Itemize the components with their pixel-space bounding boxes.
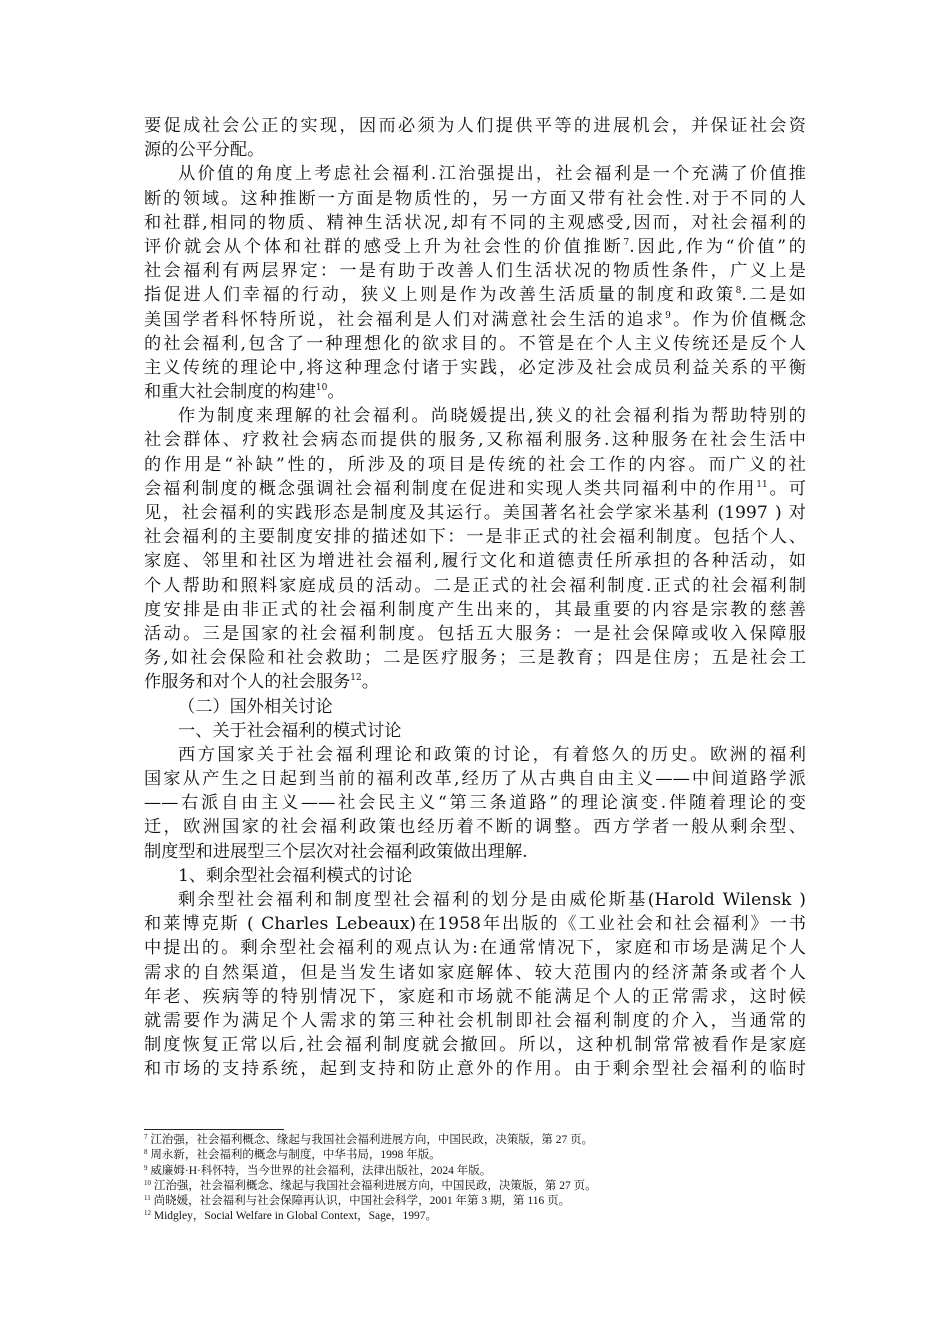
footnote: [144, 1179, 806, 1194]
footnote: [144, 1164, 806, 1179]
text-line: 国家从产生之日起到当前的福利改革,经历了从古典自由主义——中间道路学派: [144, 769, 806, 790]
footnote-ref[interactable]: 9: [665, 310, 671, 321]
text-line: 活动。三是国家的社会福利制度。包括五大服务：一是社会保障或收入保障服: [144, 623, 806, 644]
text-line: 中提出的。剩余型社会福利的观点认为:在通常情况下，家庭和市场是满足个人: [144, 938, 806, 959]
text-line: 制度恢复正常以后,社会福利制度就会撤回。所以，这种机制常常被看作是家庭: [144, 1035, 806, 1056]
text-line: 和市场的支持系统，起到支持和防止意外的作用。由于剩余型社会福利的临时: [144, 1059, 806, 1080]
text-line: 和社群,相同的物质、精神生活状况,却有不同的主观感受,因而，对社会福利的: [144, 212, 806, 233]
text-line: 个人帮助和照料家庭成员的活动。二是正式的社会福利制度.正式的社会福利制: [144, 575, 806, 596]
footnote: [144, 1209, 806, 1224]
footnote-number: 9: [144, 1163, 148, 1172]
footnote: [144, 1194, 806, 1209]
footnote-ref[interactable]: 7: [623, 237, 630, 248]
text-line: 作为制度来理解的社会福利。尚晓媛提出,狭义的社会福利指为帮助特别的: [178, 406, 806, 427]
text-line: 断的领域。这种推断一方面是物质性的，另一方面又带有社会性.对于不同的人: [144, 188, 806, 209]
text-line: 社会福利的主要制度安排的描述如下：一是非正式的社会福利制度。包括个人、: [144, 527, 806, 548]
text-line: 务,如社会保险和社会救助；二是医疗服务；三是教育；四是住房；五是社会工: [144, 648, 806, 669]
footnote-text: Midgley，Social Welfare in Global Context，Sage，1997。: [153, 1210, 437, 1223]
text-line: 就需要作为满足个人需求的第三种社会机制即社会福利制度的介入，当通常的: [144, 1010, 806, 1031]
text-line: 见，社会福利的实践形态是制度及其运行。美国著名社会学家米基利 (1997 ) 对: [144, 503, 806, 523]
text-line: 主义传统的理论中,将这种理念付诸于实践，必定涉及社会成员利益关系的平衡: [144, 357, 806, 378]
footnote-text: 江治强，社会福利概念、缘起与我国社会福利进展方向，中国民政，决策版，第 27 页。: [153, 1179, 597, 1192]
text-line: 作服务和对个人的社会服务$^{12}$。: [144, 672, 379, 693]
footnote-text: 威廉姆·H·科怀特，当今世界的社会福利，法律出版社，2024 年版。: [150, 1164, 492, 1177]
text-line: 美国学者科怀特所说，社会福利是人们对满意社会生活的追求$^9$。作为价值概念: [144, 309, 806, 330]
footnote-number: 10: [144, 1178, 151, 1187]
text-line: ——右派自由主义——社会民主义“第三条道路”的理论演变.伴随着理论的变: [144, 793, 806, 814]
text-line: 社会群体、疗救社会病态而提供的服务,又称福利服务.这种服务在社会生活中: [144, 430, 806, 451]
footnote-text: 周永新，社会福利的概念与制度，中华书局，1998 年版。: [150, 1149, 441, 1162]
footnote-number: 7: [144, 1133, 148, 1141]
text-line: 社会福利有两层界定：一是有助于改善人们生活状况的物质性条件，广义上是: [144, 261, 806, 282]
text-line: （二）国外相关讨论: [178, 696, 333, 717]
text-line: 度安排是由非正式的社会福利制度产生出来的，其最重要的内容是宗教的慈善: [144, 599, 806, 620]
text-line: 的社会福利,包含了一种理想化的欲求目的。不管是在个人主义传统还是反个人: [144, 333, 806, 354]
text-line: 西方国家关于社会福利理论和政策的讨论，有着悠久的历史。欧洲的福利: [178, 744, 806, 765]
text-line: 剩余型社会福利和制度型社会福利的划分是由威伦斯基(Harold Wilensk ): [178, 890, 806, 910]
footnotes: [144, 1133, 806, 1225]
text-line: 迁，欧洲国家的社会福利政策也经历着不断的调整。西方学者一般从剩余型、: [144, 817, 806, 838]
text-line: 和重大社会制度的构建$^{10}$。: [144, 382, 345, 403]
footnote-text: 江治强，社会福利概念、缘起与我国社会福利进展方向，中国民政，决策版，第 27 页。: [150, 1134, 594, 1146]
text-line: 和莱博克斯 ( Charles Lebeaux)在1958年出版的《工业社会和社会福利》一书: [144, 914, 806, 935]
footnote-number: 8: [144, 1148, 148, 1157]
text-line: 评价就会从个体和社群的感受上升为社会性的价值推断$^7$.因此,作为“价值”的: [144, 236, 806, 257]
text-line: 源的公平分配。: [144, 140, 265, 161]
text-line: 1、剩余型社会福利模式的讨论: [178, 865, 413, 886]
footnote-ref[interactable]: 11: [756, 479, 768, 490]
text-line: 家庭、邻里和社区为增进社会福利,履行文化和道德责任所承担的各种活动，如: [144, 551, 806, 572]
text-line: 要促成社会公正的实现，因而必须为人们提供平等的进展机会，并保证社会资: [144, 116, 806, 136]
text-line: 年老、疾病等的特别情况下，家庭和市场就不能满足个人的正常需求，这时候: [144, 986, 806, 1007]
text-line: 一、关于社会福利的模式讨论: [178, 720, 402, 741]
text-line: 需求的自然渠道，但是当发生诸如家庭解体、较大范围内的经济萧条或者个人: [144, 962, 806, 983]
text-line: 的作用是“补缺”性的，所涉及的项目是传统的社会工作的内容。而广义的社: [144, 454, 806, 475]
footnote: [144, 1148, 806, 1163]
footnote-ref[interactable]: 10: [315, 383, 328, 394]
footnote: [144, 1133, 806, 1148]
footnote-ref[interactable]: 8: [735, 286, 742, 297]
text-line: 制度型和进展型三个层次对社会福利政策做出理解.: [144, 841, 528, 862]
body-text: [144, 114, 806, 1082]
footnote-number: 11: [144, 1194, 151, 1203]
footnote-ref[interactable]: 12: [350, 673, 362, 684]
text-line: 指促进人们幸福的行动，狭义上则是作为改善生活质量的制度和政策$^8$.二是如: [144, 285, 806, 306]
text-line: 会福利制度的概念强调社会福利制度在促进和实现人类共同福利中的作用$^{11}$。可: [144, 478, 806, 499]
footnote-separator: [144, 1129, 284, 1130]
text-line: 从价值的角度上考虑社会福利.江治强提出，社会福利是一个充满了价值推: [178, 164, 806, 185]
footnote-number: 12: [144, 1209, 151, 1218]
footnote-text: 尚晓媛，社会福利与社会保障再认识，中国社会科学，2001 年第 3 期，第 116 页。: [153, 1195, 571, 1208]
